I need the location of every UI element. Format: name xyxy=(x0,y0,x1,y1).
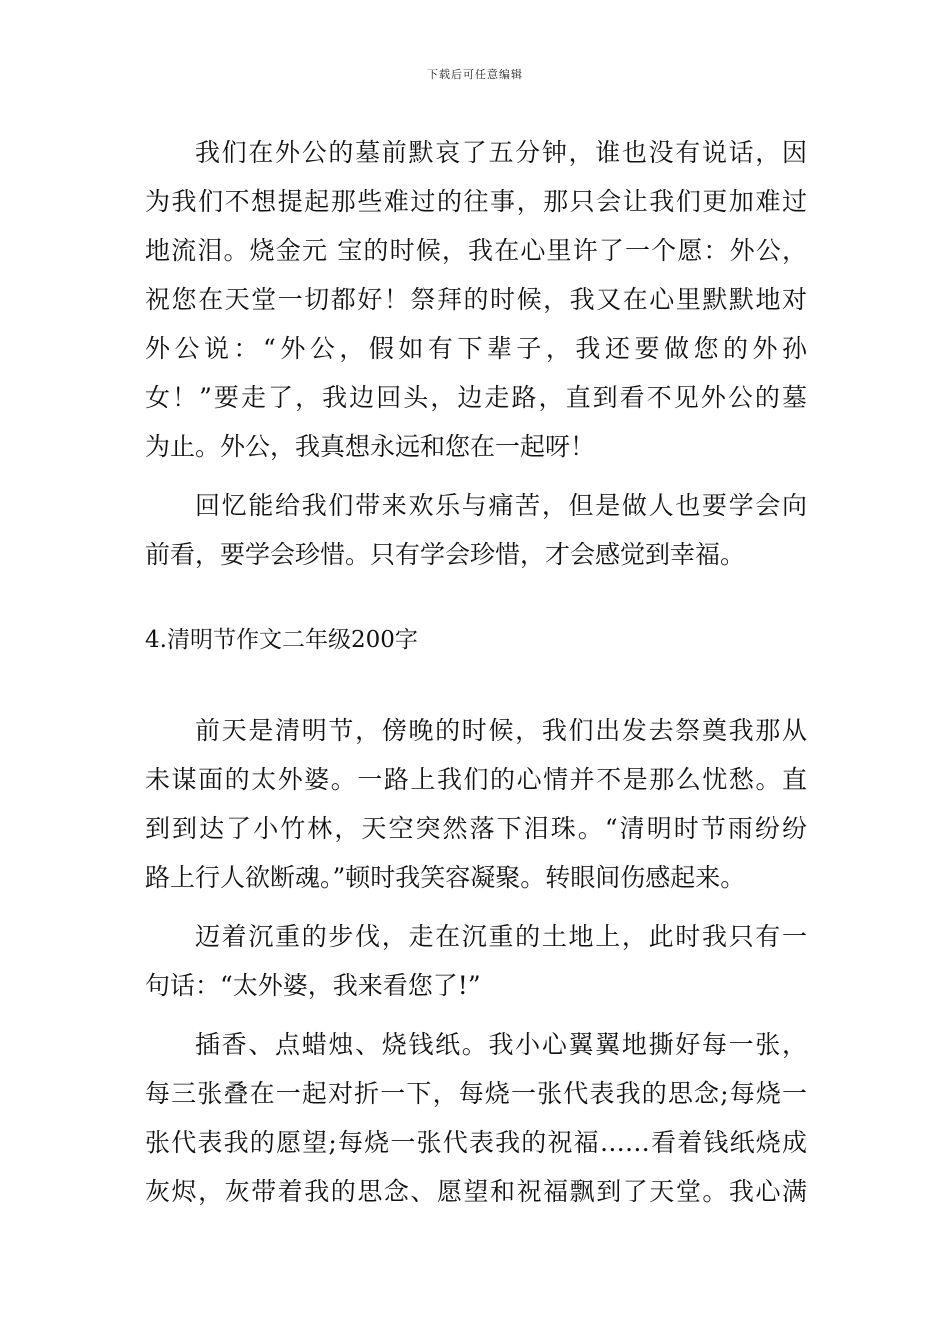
text-line: 祝您在天堂一切都好！祭拜的时候，我又在心里默默地对 xyxy=(145,285,807,314)
page-header: 下载后可任意编辑 xyxy=(427,68,523,81)
text-line: 张代表我的愿望;每烧一张代表我的祝福……看着钱纸烧成 xyxy=(145,1128,807,1157)
paragraph xyxy=(145,1020,807,1216)
text-line: 每三张叠在一起对折一下，每烧一张代表我的思念;每烧一 xyxy=(145,1079,807,1108)
text-line: 为止。外公，我真想永远和您在一起呀！ xyxy=(145,432,596,461)
text-line: 我们在外公的墓前默哀了五分钟，谁也没有说话，因 xyxy=(195,138,807,167)
text-line: 到到达了小竹林，天空突然落下泪珠。“清明时节雨纷纷 xyxy=(145,814,807,843)
text-line: 未谋面的太外婆。一路上我们的心情并不是那么忧愁。直 xyxy=(145,765,807,794)
section-heading: 4.清明节作文二年级200字 xyxy=(145,627,418,653)
paragraph xyxy=(145,481,807,579)
paragraph xyxy=(145,912,807,1010)
text-line: 外公说：“外公，假如有下辈子，我还要做您的外孙 xyxy=(145,334,807,363)
text-line: 迈着沉重的步伐，走在沉重的土地上，此时我只有一 xyxy=(195,922,807,951)
text-line: 女！”要走了，我边回头，边走路，直到看不见外公的墓 xyxy=(145,383,807,412)
text-line: 句话：“太外婆，我来看您了!” xyxy=(145,971,481,1000)
text-line: 回忆能给我们带来欢乐与痛苦，但是做人也要学会向 xyxy=(195,491,807,520)
text-line: 前看，要学会珍惜。只有学会珍惜，才会感觉到幸福。 xyxy=(145,540,746,569)
document-body xyxy=(145,128,807,1216)
text-line: 灰烬，灰带着我的思念、愿望和祝福飘到了天堂。我心满 xyxy=(145,1177,807,1206)
text-line: 插香、点蜡烛、烧钱纸。我小心翼翼地撕好每一张， xyxy=(195,1030,807,1059)
text-line: 路上行人欲断魂。”顿时我笑容凝聚。转眼间伤感起来。 xyxy=(145,863,746,892)
paragraph xyxy=(145,706,807,902)
text-line: 地流泪。烧金元 宝的时候，我在心里许了一个愿：外公， xyxy=(145,236,807,265)
text-line: 前天是清明节，傍晚的时候，我们出发去祭奠我那从 xyxy=(195,716,807,745)
paragraph xyxy=(145,128,807,471)
text-line: 为我们不想提起那些难过的往事，那只会让我们更加难过 xyxy=(145,187,807,216)
